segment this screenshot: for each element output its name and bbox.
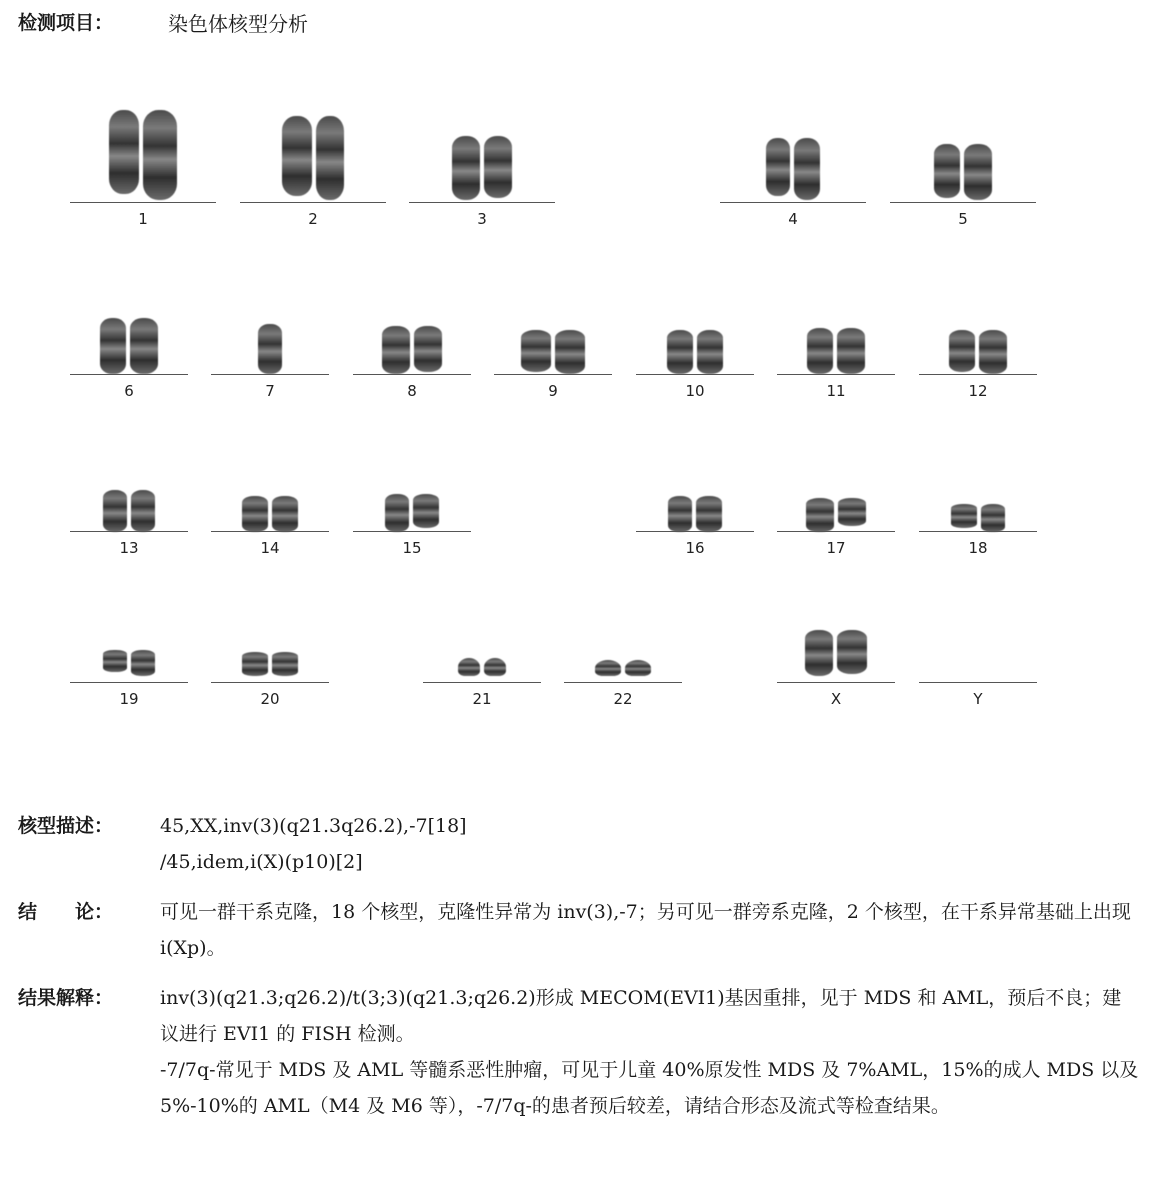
header-value: 染色体核型分析 xyxy=(168,12,308,36)
chromosome-label: 14 xyxy=(260,539,280,557)
chromosome-7 xyxy=(211,310,329,400)
chromosome-label: 8 xyxy=(407,382,417,400)
chromosome-2 xyxy=(240,108,386,228)
chromosome-22 xyxy=(564,630,682,710)
chromosome-16 xyxy=(636,480,754,557)
conclusion-label: 结 论： xyxy=(18,901,114,923)
chromosome-label: 2 xyxy=(308,210,318,228)
chromosome-12 xyxy=(919,310,1037,400)
chromosome-label: 18 xyxy=(968,539,988,557)
karyotype-line-2: /45,idem,i(X)(p10)[2] xyxy=(160,851,363,873)
chromosome-label: 13 xyxy=(119,539,139,557)
chromosome-label: 20 xyxy=(260,690,280,708)
chromosome-label: 12 xyxy=(968,382,988,400)
karyotype-line-1: 45,XX,inv(3)(q21.3q26.2),-7[18] xyxy=(160,815,467,837)
chromosome-18 xyxy=(919,480,1037,557)
chromosome-15 xyxy=(353,480,471,557)
chromosome-label: 1 xyxy=(138,210,148,228)
chromosome-5 xyxy=(890,108,1036,228)
conclusion-text: 可见一群干系克隆，18 个核型，克隆性异常为 inv(3),-7；另可见一群旁系克隆，2 个核型，在干系异常基础上出现 i(Xp)。 xyxy=(160,901,1131,959)
chromosome-4 xyxy=(720,108,866,228)
chromosome-label: 15 xyxy=(402,539,422,557)
chromosome-19 xyxy=(70,630,188,710)
header xyxy=(18,8,308,36)
chromosome-label: 16 xyxy=(685,539,705,557)
chromosome-10 xyxy=(636,310,754,400)
chromosome-11 xyxy=(777,310,895,400)
chromosome-6 xyxy=(70,310,188,400)
chromosome-label: 10 xyxy=(685,382,705,400)
interpretation-paragraph-2: -7/7q-常见于 MDS 及 AML 等髓系恶性肿瘤，可见于儿童 40%原发性 MDS 及 7%AML，15%的成人 MDS 以及 5%-10%的 AML（M4 及 M6 等），-7/7q-的患者预后较差，请结合形态及流式等检查结果。 xyxy=(160,1059,1139,1117)
chromosome-8 xyxy=(353,310,471,400)
chromosome-9 xyxy=(494,310,612,400)
chromosome-label: 4 xyxy=(788,210,798,228)
chromosome-14 xyxy=(211,480,329,557)
chromosome-label: 6 xyxy=(124,382,134,400)
chromosome-label: 11 xyxy=(826,382,846,400)
chromosome-label: 19 xyxy=(119,690,139,708)
chromosome-label: 5 xyxy=(958,210,968,228)
chromosome-label: 7 xyxy=(265,382,275,400)
chromosome-20 xyxy=(211,630,329,710)
chromosome-17 xyxy=(777,480,895,557)
chromosome-label: 22 xyxy=(613,690,633,708)
chromosome-label: Y xyxy=(973,690,983,708)
interpretation-paragraph-1: inv(3)(q21.3;q26.2)/t(3;3)(q21.3;q26.2)形成 MECOM(EVI1)基因重排，见于 MDS 和 AML，预后不良；建议进行 EVI1 的 FISH 检测。 xyxy=(160,987,1122,1045)
chromosome-label: X xyxy=(830,690,842,708)
chromosome-Y xyxy=(919,630,1037,710)
chromosome-21 xyxy=(423,630,541,710)
chromosome-label: 3 xyxy=(477,210,487,228)
chromosome-1 xyxy=(70,108,216,228)
chromosome-X xyxy=(777,630,895,710)
chromosome-label: 17 xyxy=(826,539,846,557)
conclusion-section xyxy=(18,894,1148,970)
karyotype-label: 核型描述： xyxy=(18,815,114,837)
chromosome-3 xyxy=(409,108,555,228)
chromosome-label: 21 xyxy=(472,690,492,708)
chromosome-label: 9 xyxy=(548,382,558,400)
interpretation-label: 结果解释： xyxy=(18,987,114,1009)
interpretation-section xyxy=(18,980,1148,1130)
karyotype-section xyxy=(18,808,1148,884)
chromosome-13 xyxy=(70,480,188,557)
header-label: 检测项目： xyxy=(18,12,114,34)
